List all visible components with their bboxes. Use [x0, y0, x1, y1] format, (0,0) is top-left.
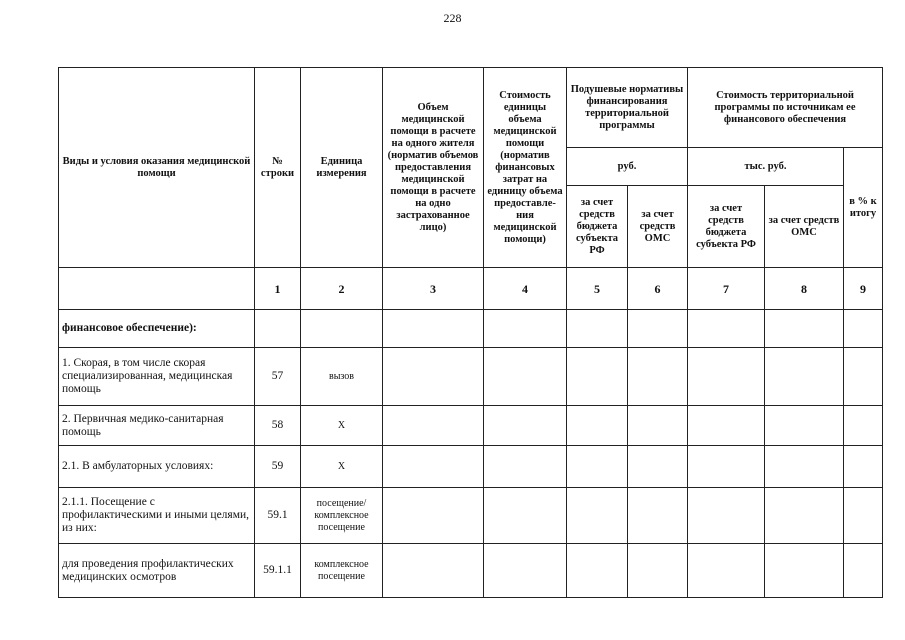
row-unit: [301, 310, 383, 348]
column-number-row: [59, 268, 883, 310]
table-row: [59, 310, 883, 348]
row-cell: [688, 348, 765, 406]
header-budget-rub: за счет средств бюджета субъекта РФ: [567, 186, 628, 268]
row-cell: [567, 544, 628, 598]
header-percent-total: в % к итогу: [844, 148, 883, 268]
row-cell: [765, 446, 844, 488]
header-oms-rub: за счет средств ОМС: [628, 186, 688, 268]
row-cell: [383, 406, 484, 446]
row-cell: [628, 544, 688, 598]
header-volume: Объем медицинской помощи в расчете на одного жителя (норматив объемов предоставления медицинской помощи в расчете на одно застрахованное лицо): [383, 68, 484, 268]
column-number: 9: [844, 268, 883, 310]
header-care-type: Виды и условия оказания медицинской помощи: [59, 68, 255, 268]
column-number: 6: [628, 268, 688, 310]
row-cell: [628, 310, 688, 348]
column-number: 3: [383, 268, 484, 310]
row-cell: [484, 348, 567, 406]
row-cell: [688, 310, 765, 348]
table-row: [59, 446, 883, 488]
row-cell: [484, 544, 567, 598]
row-cell: [567, 488, 628, 544]
row-unit: Х: [301, 446, 383, 488]
row-unit: комплексное посещение: [301, 544, 383, 598]
medical-care-table: [58, 67, 883, 598]
row-cell: [765, 310, 844, 348]
row-label: 2.1. В амбулаторных условиях:: [59, 446, 255, 488]
row-unit: Х: [301, 406, 383, 446]
row-label: 2. Первичная медико-санитарная помощь: [59, 406, 255, 446]
row-number: 59: [255, 446, 301, 488]
row-cell: [765, 348, 844, 406]
row-cell: [688, 446, 765, 488]
row-cell: [383, 488, 484, 544]
row-cell: [844, 310, 883, 348]
row-cell: [567, 446, 628, 488]
table-row: [59, 348, 883, 406]
row-cell: [765, 406, 844, 446]
row-label: 1. Скорая, в том числе скорая специализированная, медицинская помощь: [59, 348, 255, 406]
row-label: для проведения профилактических медицинских осмотров: [59, 544, 255, 598]
column-number-empty: [59, 268, 255, 310]
row-cell: [688, 406, 765, 446]
row-cell: [628, 488, 688, 544]
row-cell: [383, 310, 484, 348]
column-number: 8: [765, 268, 844, 310]
row-cell: [567, 348, 628, 406]
row-cell: [844, 406, 883, 446]
row-number: [255, 310, 301, 348]
row-cell: [628, 348, 688, 406]
row-cell: [688, 488, 765, 544]
row-cell: [383, 544, 484, 598]
row-cell: [567, 406, 628, 446]
row-unit: вызов: [301, 348, 383, 406]
row-cell: [383, 446, 484, 488]
row-label: 2.1.1. Посещение с профилактическими и иными целями, из них:: [59, 488, 255, 544]
table-row: [59, 488, 883, 544]
row-cell: [765, 488, 844, 544]
row-number: 59.1: [255, 488, 301, 544]
row-cell: [628, 406, 688, 446]
column-number: 5: [567, 268, 628, 310]
header-budget-thous: за счет средств бюджета субъекта РФ: [688, 186, 765, 268]
header-thous-rub: тыс. руб.: [688, 148, 844, 186]
row-unit: посещение/ комплексное посещение: [301, 488, 383, 544]
table-row: [59, 406, 883, 446]
row-number: 58: [255, 406, 301, 446]
header-per-capita-group: Подушевые нормативы финансирования территориальной программы: [567, 68, 688, 148]
row-cell: [628, 446, 688, 488]
row-cell: [484, 310, 567, 348]
row-cell: [567, 310, 628, 348]
row-cell: [383, 348, 484, 406]
column-number: 1: [255, 268, 301, 310]
page-number: 228: [443, 11, 462, 25]
header-rub: руб.: [567, 148, 688, 186]
row-cell: [688, 544, 765, 598]
column-number: 4: [484, 268, 567, 310]
row-cell: [844, 446, 883, 488]
header-program-cost-group: Стоимость территориальной программы по источникам ее финансового обеспечения: [688, 68, 883, 148]
column-number: 7: [688, 268, 765, 310]
row-cell: [765, 544, 844, 598]
row-cell: [484, 488, 567, 544]
row-cell: [844, 488, 883, 544]
column-number: 2: [301, 268, 383, 310]
row-cell: [844, 544, 883, 598]
table-row: [59, 544, 883, 598]
header-oms-thous: за счет средств ОМС: [765, 186, 844, 268]
row-cell: [484, 446, 567, 488]
header-row-number: № строки: [255, 68, 301, 268]
row-number: 59.1.1: [255, 544, 301, 598]
row-number: 57: [255, 348, 301, 406]
row-cell: [484, 406, 567, 446]
row-label: финансовое обеспечение):: [59, 310, 255, 348]
header-unit: Единица измерения: [301, 68, 383, 268]
row-cell: [844, 348, 883, 406]
header-unit-cost: Стоимость единицы объема медицинской помощи (норматив финансовых затрат на единицу объема предоставле-ния медицинской помощи): [484, 68, 567, 268]
